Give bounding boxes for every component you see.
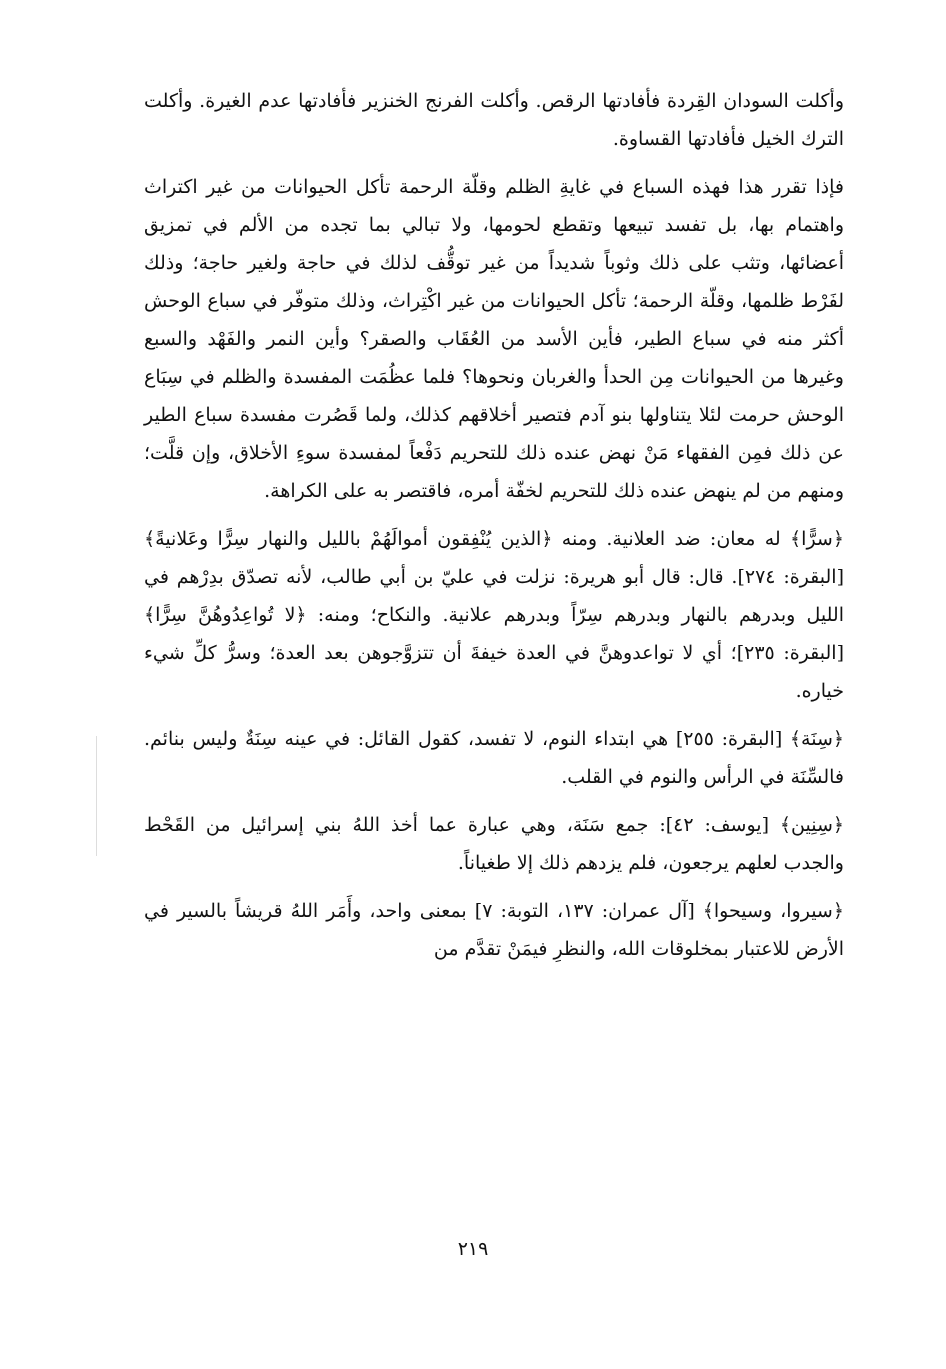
body-text — [144, 82, 844, 978]
scan-margin-line — [96, 736, 97, 856]
paragraph-4: ﴿سِنَة﴾ [البقرة: ٢٥٥] هي ابتداء النوم، لا تفسد، كقول القائل: في عينه سِنَةٌ وليس بنائم. فالسِّنَة في الرأس والنوم في القلب. — [144, 728, 844, 788]
paragraph-1: وأكلت السودان القِردة فأفادتها الرقص. وأكلت الفرنج الخنزير فأفادتها عدم الغيرة. وأكلت الترك الخيل فأفادتها القساوة. — [144, 90, 844, 150]
paragraph-6: ﴿سيروا، وسيحوا﴾ [آل عمران: ١٣٧، التوبة: ٧] بمعنى واحد، وأَمَر اللهُ قريشاً بالسير في الأرض للاعتبار بمخلوقات الله، والنظرِ فيمَنْ تقدَّم من — [144, 900, 844, 960]
paragraph-5: ﴿سِنِين﴾ [يوسف: ٤٢]: جمع سَنَة، وهي عبارة عما أخذ اللهُ بني إسرائيل من القَحْط والجدب لعلهم يرجعون، فلم يزدهم ذلك إلا طغياناً. — [144, 814, 844, 874]
paragraph-2: فإذا تقرر هذا فهذه السباع في غايةِ الظلم وقلّة الرحمة تأكل الحيوانات من غير اكتراث واهتمام بها، بل تفسد تبيعها وتقطع لحومها، ولا تبالي بما تجده من الألم في تمزيق أعضائها، وتثب على ذلك وثوباً شديداً من غير توقُّف لذلك في حاجة ولغير حاجة؛ وذلك لفَرْط ظلمها، وقلّة الرحمة؛ تأكل الحيوانات من غير اكْتِراث، وذلك متوفّر في سباع الوحش أكثر منه في سباع الطير، فأين الأسد من العُقَاب والصقر؟ وأين النمر والفَهْد والسبع وغيرها من الحيوانات مِن الحدأ والغربان ونحوها؟ فلما عظُمَت المفسدة والظلم في سِبَاع الوحش حرمت لئلا يتناولها بنو آدم فتصير أخلاقهم كذلك، ولما قَصُرت مفسدة سباع الطير عن ذلك فمِن الفقهاء مَنْ نهض عنده ذلك للتحريم دَفْعاً لمفسدة سوءِ الأخلاق، وإن قلَّت؛ ومنهم من لم ينهض عنده ذلك للتحريم لخفّة أمره، فاقتصر به على الكراهة. — [144, 176, 844, 502]
page-number: ٢١٩ — [457, 1238, 489, 1260]
paragraph-3: ﴿سرًّا﴾ له معان: ضد العلانية. ومنه ﴿الذين يُنْفِقون أموالَهُمْ بالليل والنهار سِرًّا وعَلانيةً﴾ [البقرة: ٢٧٤]. قال: قال أبو هريرة: نزلت في عليّ بن أبي طالب، لأنه تصدّق بدِرْهم في الليل وبدرهم بالنهار وبدرهم سِرّاً وبدرهم علانية. والنكاح؛ ومنه: ﴿لا تُواعِدُوهُنَّ سِرًّا﴾ [البقرة: ٢٣٥]؛ أي لا تواعدوهنَّ في العدة خيفةَ أن تتزوَّجوهن بعد العدة؛ وسرُّ كلِّ شيء خياره. — [144, 528, 844, 702]
